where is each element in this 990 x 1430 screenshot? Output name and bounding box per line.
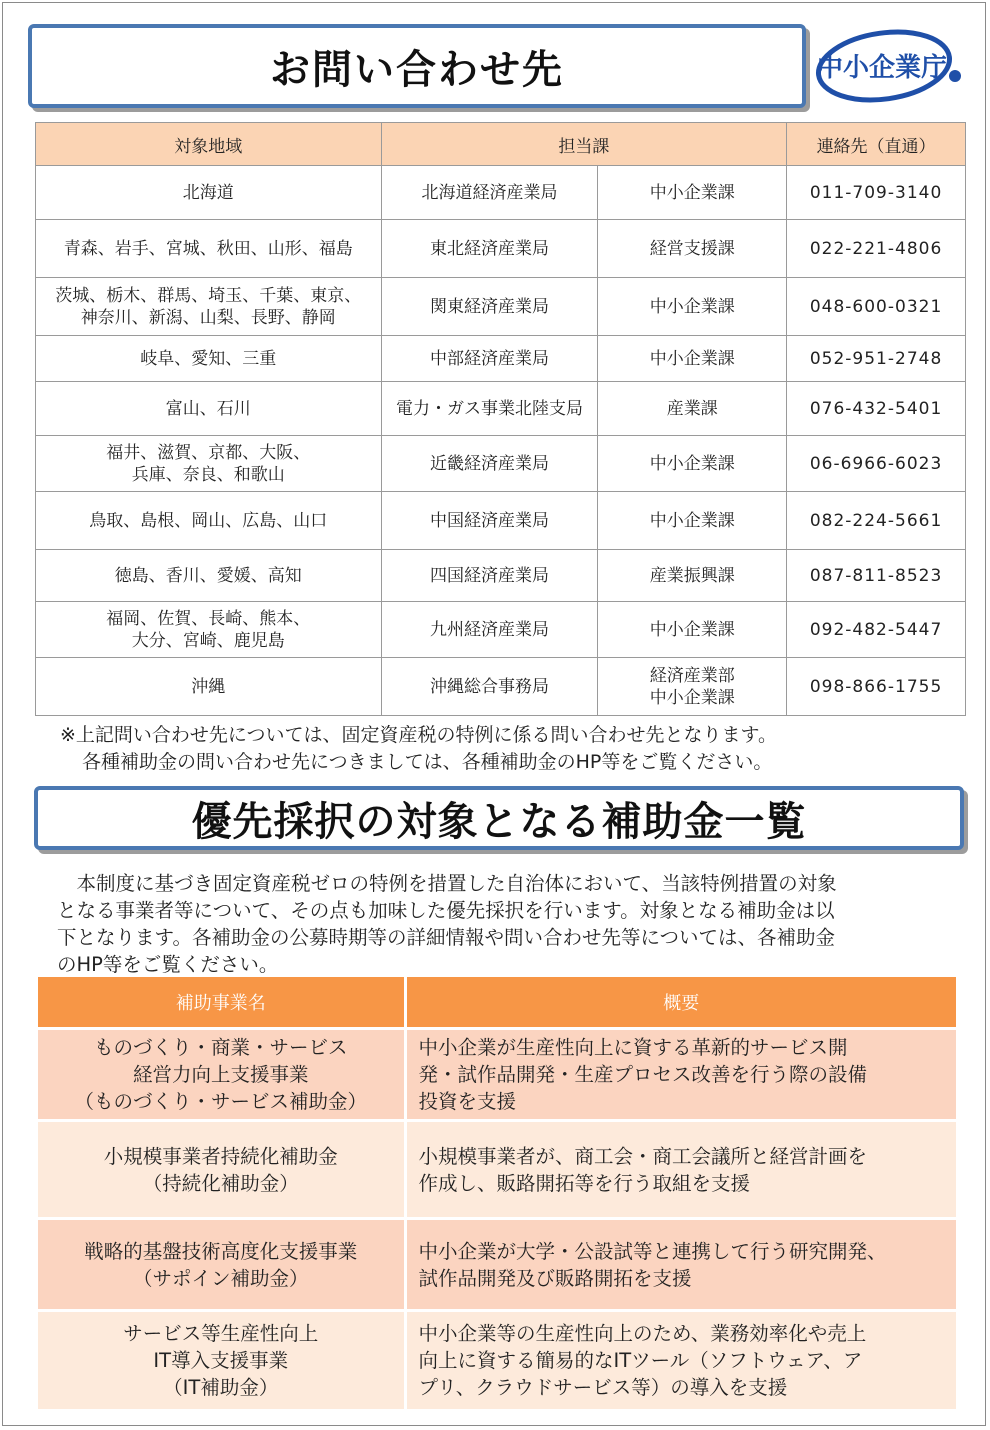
subsidy-row xyxy=(38,1029,956,1121)
region-cell xyxy=(36,492,382,550)
region-cell xyxy=(36,166,382,220)
subsidy-summary-text: 中小企業が大学・公設試等と連携して行う研究開発、 xyxy=(418,1239,887,1263)
division-text: 産業課 xyxy=(666,398,718,419)
subsidy-name-cell xyxy=(38,1029,405,1121)
subsidy-summary-cell xyxy=(405,1311,956,1409)
division-cell xyxy=(598,336,787,382)
contact-table xyxy=(35,122,966,716)
region-text: 北海道 xyxy=(182,182,234,203)
division-text: 経営支援課 xyxy=(649,238,735,259)
subsidy-name-text: （ものづくり・サービス補助金） xyxy=(74,1090,367,1113)
header-contact: 連絡先（直通） xyxy=(787,123,966,166)
subsidy-summary-text: 発・試作品開発・生産プロセス改善を行う際の設備 xyxy=(418,1063,868,1086)
subsidy-name-text: ものづくり・商業・サービス xyxy=(93,1036,348,1059)
subsidy-table-header xyxy=(38,977,956,1029)
phone-cell: 06-6966-6023 xyxy=(787,436,966,492)
region-cell xyxy=(36,436,382,492)
phone-cell: 022-221-4806 xyxy=(787,220,966,278)
subsidy-summary-text: 作成し、販路開拓等を行う取組を支援 xyxy=(418,1171,751,1195)
subsidy-name-text: サービス等生産性向上 xyxy=(123,1321,319,1345)
division-cell xyxy=(598,278,787,336)
division-cell xyxy=(598,658,787,716)
bureau-cell: 電力・ガス事業北陸支局 xyxy=(381,382,598,436)
region-text: 大分、宮崎、鹿児島 xyxy=(131,630,285,651)
division-text: 中小企業課 xyxy=(649,453,735,474)
region-cell xyxy=(36,336,382,382)
phone-cell: 011-709-3140 xyxy=(787,166,966,220)
phone-cell: 052-951-2748 xyxy=(787,336,966,382)
contact-row xyxy=(36,278,966,336)
intro-line: 下となります。各補助金の公募時期等の詳細情報や問い合わせ先等については、各補助金 xyxy=(57,926,836,949)
contact-row xyxy=(36,550,966,602)
division-text: 中小企業課 xyxy=(649,687,735,708)
intro-line: となる事業者等について、その点も加味した優先採択を行います。対象となる補助金は以 xyxy=(57,899,835,922)
division-text: 経済産業部 xyxy=(649,665,735,686)
region-cell xyxy=(36,602,382,658)
division-cell xyxy=(598,220,787,278)
phone-cell: 092-482-5447 xyxy=(787,602,966,658)
region-cell xyxy=(36,382,382,436)
region-text: 神奈川、新潟、山梨、長野、静岡 xyxy=(80,307,336,328)
subsidy-name-cell xyxy=(38,1219,405,1311)
region-text: 福岡、佐賀、長崎、熊本、 xyxy=(106,608,311,629)
bureau-cell: 近畿経済産業局 xyxy=(381,436,598,492)
subsidy-summary-text: 投資を支援 xyxy=(418,1090,517,1113)
region-text: 茨城、栃木、群馬、埼玉、千葉、東京、 xyxy=(55,285,362,306)
bureau-cell: 関東経済産業局 xyxy=(381,278,598,336)
intro-line: のHP等をご覧ください。 xyxy=(57,953,279,976)
division-cell xyxy=(598,382,787,436)
subsidy-summary-cell xyxy=(405,1121,956,1219)
division-text: 中小企業課 xyxy=(649,296,735,317)
subsidy-summary-text: プリ、クラウドサービス等）の導入を支援 xyxy=(418,1375,788,1399)
region-cell xyxy=(36,220,382,278)
subsidy-summary-text: 小規模事業者が、商工会・商工会議所と経営計画を xyxy=(418,1144,868,1168)
bureau-cell: 四国経済産業局 xyxy=(381,550,598,602)
division-text: 産業振興課 xyxy=(649,565,735,586)
contact-row xyxy=(36,602,966,658)
contact-table-header xyxy=(36,123,966,166)
division-text: 中小企業課 xyxy=(649,348,735,369)
region-text: 兵庫、奈良、和歌山 xyxy=(131,464,285,485)
division-text: 中小企業課 xyxy=(649,182,735,203)
intro-line: 本制度に基づき固定資産税ゼロの特例を措置した自治体において、当該特例措置の対象 xyxy=(57,872,837,895)
contact-row xyxy=(36,220,966,278)
region-cell xyxy=(36,550,382,602)
contact-row xyxy=(36,336,966,382)
bureau-cell: 九州経済産業局 xyxy=(381,602,598,658)
logo-text: 中小企業庁 xyxy=(816,53,948,83)
phone-cell: 076-432-5401 xyxy=(787,382,966,436)
subsidy-name-text: （IT補助金） xyxy=(163,1375,279,1399)
contact-row xyxy=(36,436,966,492)
division-text: 中小企業課 xyxy=(649,619,735,640)
subsidy-name-cell xyxy=(38,1121,405,1219)
subsidy-row xyxy=(38,1311,956,1409)
note-line: ※上記問い合わせ先については、固定資産税の特例に係る問い合わせ先となります。 xyxy=(60,724,778,746)
region-text: 沖縄 xyxy=(191,676,226,697)
region-text: 青森、岩手、宮城、秋田、山形、福島 xyxy=(63,238,353,259)
sme-agency-logo xyxy=(812,28,968,106)
region-text: 富山、石川 xyxy=(165,398,251,419)
bureau-cell: 中国経済産業局 xyxy=(381,492,598,550)
region-cell xyxy=(36,658,382,716)
subsidy-name-cell xyxy=(38,1311,405,1409)
subsidy-summary-text: 試作品開発及び販路開拓を支援 xyxy=(418,1266,692,1290)
region-text: 徳島、香川、愛媛、高知 xyxy=(114,565,302,586)
subsidy-summary-text: 中小企業等の生産性向上のため、業務効率化や売上 xyxy=(418,1321,867,1345)
header-subsidy-name: 補助事業名 xyxy=(38,977,405,1029)
bureau-cell: 北海道経済産業局 xyxy=(381,166,598,220)
subsidy-name-text: （サポイン補助金） xyxy=(132,1266,309,1290)
subsidy-row xyxy=(38,1219,956,1311)
subsidy-summary-cell xyxy=(405,1219,956,1311)
contact-note xyxy=(60,722,777,776)
phone-cell: 082-224-5661 xyxy=(787,492,966,550)
division-cell xyxy=(598,166,787,220)
subsidy-name-text: 経営力向上支援事業 xyxy=(132,1063,309,1086)
header-region: 対象地域 xyxy=(36,123,382,166)
bureau-cell: 沖縄総合事務局 xyxy=(381,658,598,716)
phone-cell: 087-811-8523 xyxy=(787,550,966,602)
division-cell xyxy=(598,492,787,550)
bureau-cell: 東北経済産業局 xyxy=(381,220,598,278)
subsidy-row xyxy=(38,1121,956,1219)
subsidy-name-text: IT導入支援事業 xyxy=(153,1348,289,1372)
bureau-cell: 中部経済産業局 xyxy=(381,336,598,382)
region-text: 福井、滋賀、京都、大阪、 xyxy=(106,442,311,463)
subsidy-summary-cell xyxy=(405,1029,956,1121)
note-line: 各種補助金の問い合わせ先につきましては、各種補助金のHP等をご覧ください。 xyxy=(82,751,773,773)
subsidy-name-text: （持続化補助金） xyxy=(142,1171,299,1195)
division-cell xyxy=(598,550,787,602)
contact-row xyxy=(36,166,966,220)
subsidy-table xyxy=(38,977,956,1409)
header-department: 担当課 xyxy=(381,123,787,166)
phone-cell: 048-600-0321 xyxy=(787,278,966,336)
phone-cell: 098-866-1755 xyxy=(787,658,966,716)
region-cell xyxy=(36,278,382,336)
contact-row xyxy=(36,492,966,550)
subsidy-name-text: 小規模事業者持続化補助金 xyxy=(103,1144,338,1168)
division-cell xyxy=(598,436,787,492)
subsidy-section-title: 優先採択の対象となる補助金一覧 xyxy=(34,786,964,850)
division-text: 中小企業課 xyxy=(649,510,735,531)
region-text: 岐阜、愛知、三重 xyxy=(140,348,277,369)
subsidy-summary-text: 中小企業が生産性向上に資する革新的サービス開 xyxy=(418,1036,848,1059)
contact-section-title: お問い合わせ先 xyxy=(28,24,806,108)
header-summary: 概要 xyxy=(405,977,956,1029)
subsidy-name-text: 戦略的基盤技術高度化支援事業 xyxy=(84,1239,358,1263)
contact-row xyxy=(36,382,966,436)
division-cell xyxy=(598,602,787,658)
region-text: 鳥取、島根、岡山、広島、山口 xyxy=(89,510,328,531)
subsidy-summary-text: 向上に資する簡易的なITツール（ソフトウェア、ア xyxy=(418,1348,863,1372)
intro-paragraph xyxy=(57,870,947,978)
contact-row xyxy=(36,658,966,716)
